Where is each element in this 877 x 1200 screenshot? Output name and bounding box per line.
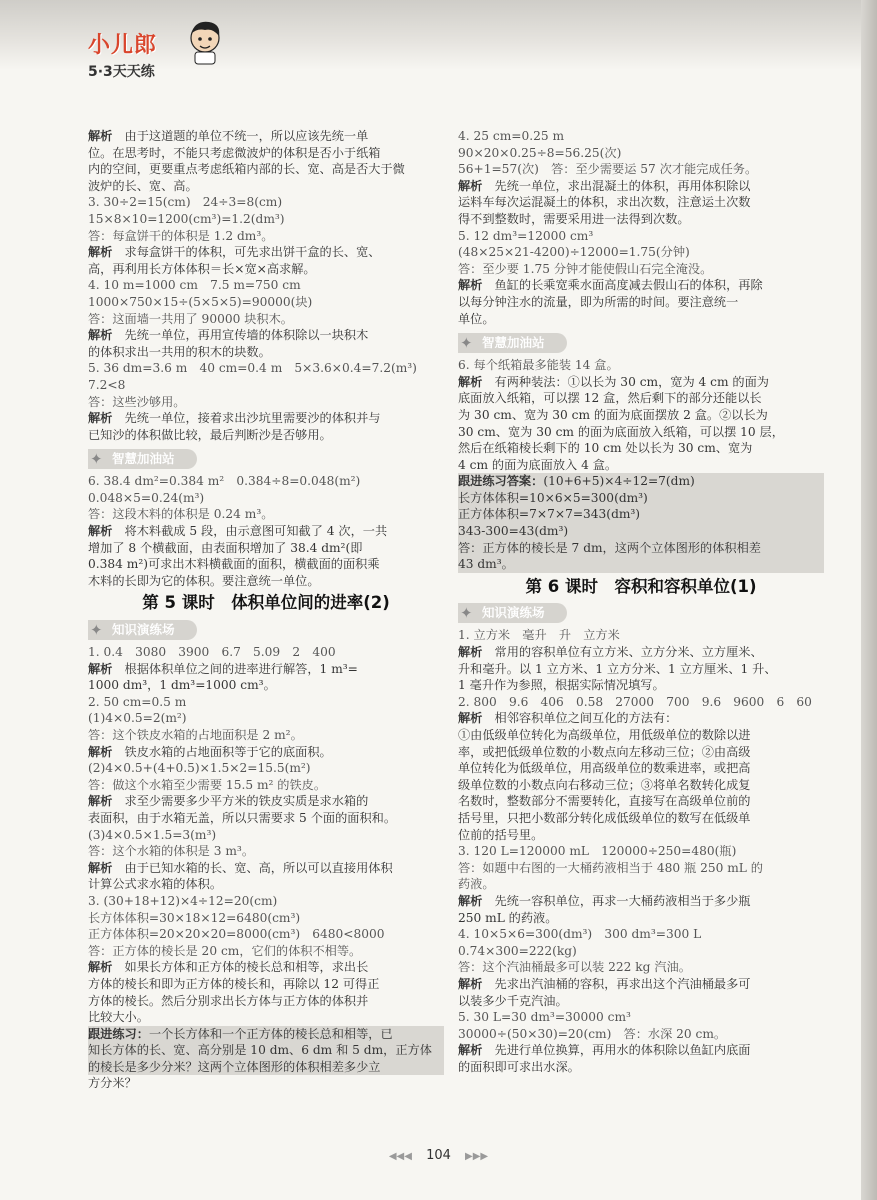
text-line: 然后在纸箱棱长剩下的 10 cm 处以长为 30 cm、宽为	[458, 441, 753, 456]
text-line: 5. 12 dm³=12000 cm³	[458, 228, 594, 243]
label-marker: 解析	[458, 645, 483, 660]
brand-series: 5·3天天练	[88, 64, 155, 80]
text-line: 的棱长是多少分米？这两个立体图形的体积相差多少立	[88, 1059, 444, 1076]
text-line: 0.048×5=0.24(m³)	[88, 490, 205, 505]
label-marker: 解析	[458, 976, 483, 991]
text-line: 答：这段木料的体积是 0.24 m³。	[88, 507, 274, 522]
label-marker: 跟进练习：	[88, 1026, 149, 1041]
text-line: 2. 800 9.6 406 0.58 27000 700 9.6 9600 6 60	[458, 694, 812, 709]
text-line: 波炉的长、宽、高。	[88, 178, 198, 193]
text-line: 解析 相邻容积单位之间互化的方法有：	[458, 711, 678, 726]
text-line: 单位转化为低级单位，用高级单位的数乘进率，或把高	[458, 761, 751, 776]
text-line: 答：如題中右图的一大桶药液相当于 480 瓶 250 mL 的	[458, 860, 763, 875]
section-banner	[458, 603, 567, 623]
text-line: 长方体体积=30×18×12=6480(cm³)	[88, 910, 301, 925]
prev-arrows-icon: ◀◀◀	[388, 1151, 412, 1162]
text-line: 解析 有两种装法：①以长为 30 cm，宽为 4 cm 的面为	[458, 374, 769, 389]
label-marker: 解析	[458, 711, 483, 726]
text-line: 解析 由于这道题的单位不统一，所以应该先统一单	[88, 129, 369, 143]
text-line: 的面积即可求出水深。	[458, 1059, 580, 1074]
label-marker: 解析	[88, 794, 113, 809]
star-icon: ✦	[460, 334, 473, 353]
section-banner	[88, 620, 197, 640]
label-marker: 解析	[88, 411, 113, 426]
text-line: 1. 立方米 毫升 升 立方米	[458, 628, 620, 643]
text-line: 增加了 8 个横截面，由表面积增加了 38.4 dm²(即	[88, 540, 363, 555]
section-banner-label: 知识演练场	[112, 622, 175, 638]
star-icon: ✦	[90, 450, 103, 469]
text-line: 长方体体积=10×6×5=300(dm³)	[458, 490, 824, 507]
text-line: 运料车每次运混凝土的体积，求出次数，注意运土次数	[458, 195, 751, 210]
label-marker: 解析	[88, 744, 113, 759]
text-line: 解析 鱼缸的长乘宽乘水面高度减去假山石的体积，再除	[458, 278, 763, 293]
star-icon: ✦	[460, 604, 473, 623]
text-line: 已知沙的体积做比较，最后判断沙是否够用。	[88, 427, 332, 442]
text-line: 知长方体的长、宽、高分别是 10 dm、6 dm 和 5 dm，正方体	[88, 1042, 444, 1059]
text-line: 名数时，整数部分不需要转化，直接写在高级单位前的	[458, 794, 751, 809]
text-line: 得不到整数时，需要采用进一法得到次数。	[458, 211, 690, 226]
text-line: (2)4×0.5+(4+0.5)×1.5×2=15.5(m²)	[88, 761, 311, 776]
section-banner-label: 智慧加油站	[112, 451, 175, 467]
section-banner	[88, 449, 197, 469]
text-line: 解析 如果长方体和正方体的棱长总和相等，求出长	[88, 960, 369, 975]
text-line: 1. 0.4 3080 3900 6.7 5.09 2 400	[88, 645, 336, 660]
text-line: 底面放入纸箱，可以摆 12 盒，然后剩下的部分还能以长	[458, 391, 762, 406]
page-edge	[861, 0, 877, 1200]
text-line: 木料的长即为它的体积。要注意统一单位。	[88, 573, 320, 588]
text-line: 括号里，只把小数部分转化成低级单位的数写在低级单	[458, 810, 751, 825]
text-line: 方分米？	[88, 1076, 137, 1091]
text-line: 30 cm、宽为 30 cm 的面为底面放入纸箱，可以摆 10 层，	[458, 424, 784, 439]
text-line: 单位。	[458, 311, 495, 326]
text-line: 以装多少千克汽油。	[458, 993, 568, 1008]
star-icon: ✦	[90, 621, 103, 640]
label-marker: 解析	[458, 893, 483, 908]
mascot-icon	[185, 18, 225, 66]
text-line: 1 毫升作为参照，根据实际情况填写。	[458, 678, 665, 693]
text-line: 答：这个铁皮水箱的占地面积是 2 m²。	[88, 728, 303, 742]
text-line: 答：每盒饼干的体积是 1.2 dm³。	[88, 228, 274, 243]
text-line: 位前的括号里。	[458, 827, 544, 842]
text-line: 6. 每个纸箱最多能装 14 盒。	[458, 358, 619, 373]
text-line: 4. 10×5×6=300(dm³) 300 dm³=300 L	[458, 927, 702, 942]
brand	[88, 28, 157, 81]
text-line: 解析 将木料截成 5 段，由示意图可知截了 4 次，一共	[88, 524, 388, 539]
label-marker: 解析	[88, 524, 113, 539]
text-line: 答：这个水箱的体积是 3 m³。	[88, 844, 255, 859]
text-line: 5. 36 dm=3.6 m 40 cm=0.4 m 5×3.6×0.4=7.2(m³)	[88, 361, 417, 376]
lesson-title: 第 6 课时 容积和容积单位(1)	[525, 576, 757, 596]
text-line: 解析 求每盒饼干的体积，可先求出饼干盒的长、宽、	[88, 245, 381, 260]
left-column	[88, 128, 444, 1092]
text-line: 5. 30 L=30 dm³=30000 cm³	[458, 1010, 631, 1025]
text-line: 答：至少要 1.75 分钟才能使假山石完全淹没。	[458, 261, 713, 276]
text-line: 答：这面墙一共用了 90000 块积木。	[88, 311, 293, 326]
next-arrows-icon: ▶▶▶	[465, 1151, 489, 1162]
text-line: 解析 铁皮水箱的占地面积等于它的底面积。	[88, 744, 332, 759]
text-line: 方体的棱长。然后分别求出长方体与正方体的体积并	[88, 993, 369, 1008]
text-line: 表面积，由于水箱无盖，所以只需要求 5 个面的面积和。	[88, 810, 397, 825]
text-line: 跟进练习：一个长方体和一个正方体的棱长总和相等，已	[88, 1026, 444, 1043]
label-marker: 解析	[458, 1043, 483, 1058]
text-line: 率，或把低级单位数的小数点向左移动三位；②由高级	[458, 744, 751, 759]
text-line: 升和毫升。以 1 立方米、1 立方分米、1 立方厘米、1 升、	[458, 661, 777, 676]
page-footer	[0, 1148, 877, 1163]
label-marker: 解析	[88, 328, 113, 343]
lesson-title: 第 5 课时 体积单位间的进率(2)	[142, 593, 390, 613]
text-line: 0.384 m²)可求出木料横截面的面积，横截面的面积乘	[88, 557, 380, 572]
text-line: 250 mL 的药液。	[458, 910, 558, 925]
text-line: 解析 常用的容积单位有立方米、立方分米、立方厘米、	[458, 645, 763, 660]
text-line: 3. 120 L=120000 mL 120000÷250=480(瓶)	[458, 844, 737, 859]
text-line: 正方体体积=20×20×20=8000(cm³) 6480<8000	[88, 927, 385, 942]
text-line: 解析 先进行单位换算，再用水的体积除以鱼缸内底面	[458, 1043, 751, 1058]
text-line: ①由低级单位转化为高级单位，用低级单位的数除以进	[458, 728, 751, 742]
text-line: 1000×750×15÷(5×5×5)=90000(块)	[88, 294, 313, 309]
text-line: 答：做这个水箱至少需要 15.5 m² 的铁皮。	[88, 777, 327, 792]
text-line: 答：这个汽油桶最多可以装 222 kg 汽油。	[458, 960, 691, 975]
text-line: 为 30 cm、宽为 30 cm 的面为底面摆放 2 盒。②以长为	[458, 407, 768, 422]
text-line: 答：这些沙够用。	[88, 394, 186, 409]
text-line: 方体的棱长和即为正方体的棱长和，再除以 12 可得正	[88, 976, 380, 991]
text-line: 答：正方体的棱长是 20 cm，它们的体积不相等。	[88, 943, 362, 958]
text-line: 4 cm 的面为底面放入 4 盒。	[458, 457, 618, 472]
text-line: 2. 50 cm=0.5 m	[88, 694, 187, 709]
text-line: 解析 求至少需要多少平方米的铁皮实质是求水箱的	[88, 794, 369, 809]
label-marker: 解析	[88, 960, 113, 975]
text-line: (48×25×21-4200)÷12000=1.75(分钟)	[458, 245, 690, 260]
section-banner-label: 智慧加油站	[482, 335, 545, 351]
label-marker: 解析	[88, 860, 113, 875]
text-line: 正方体体积=7×7×7=343(dm³)	[458, 506, 824, 523]
section-banner-label: 知识演练场	[482, 605, 545, 621]
text-line: 比较大小。	[88, 1010, 149, 1025]
text-line: 3. 30÷2=15(cm) 24÷3=8(cm)	[88, 195, 283, 210]
text-line: 4. 10 m=1000 cm 7.5 m=750 cm	[88, 278, 301, 293]
text-line: 90×20×0.25÷8=56.25(次)	[458, 145, 622, 160]
text-line: 解析 先求出汽油桶的容积，再求出这个汽油桶最多可	[458, 976, 751, 991]
text-line: 7.2<8	[88, 377, 126, 392]
text-line: 4. 25 cm=0.25 m	[458, 129, 565, 143]
text-line: 药液。	[458, 877, 495, 892]
text-line: 答：正方体的棱长是 7 dm，这两个立体图形的体积相差	[458, 540, 824, 557]
text-line: 内的空间，更要重点考虑纸箱内部的长、宽、高是否大于微	[88, 162, 405, 177]
text-line: 15×8×10=1200(cm³)=1.2(dm³)	[88, 211, 285, 226]
text-line: 解析 先统一单位，接着求出沙坑里需要沙的体积并与	[88, 411, 381, 426]
text-line: (3)4×0.5×1.5=3(m³)	[88, 827, 217, 842]
label-marker: 解析	[88, 245, 113, 260]
text-line: 343-300=43(dm³)	[458, 523, 824, 540]
label-marker: 解析	[458, 178, 483, 193]
text-line: 以每分钟注水的流量，即为所需的时间。要注意统一	[458, 294, 739, 309]
text-line: 计算公式求水箱的体积。	[88, 877, 223, 892]
text-line: 的体积求出一共用的积木的块数。	[88, 344, 271, 359]
text-line: 6. 38.4 dm²=0.384 m² 0.384÷8=0.048(m²)	[88, 474, 361, 489]
text-line: 30000÷(50×30)=20(cm) 答：水深 20 cm。	[458, 1026, 727, 1041]
page-number: 104	[426, 1148, 451, 1163]
brand-logo: 小儿郎	[88, 33, 158, 58]
text-line: 解析 先统一单位，再用宣传墙的体积除以一块积木	[88, 328, 369, 343]
text-line: 解析 先统一容积单位，再求一大桶药液相当于多少瓶	[458, 893, 751, 908]
label-marker: 解析	[88, 129, 113, 143]
text-line: 跟进练习答案：(10+6+5)×4÷12=7(dm)	[458, 473, 824, 490]
text-line: 位。在思考时，不能只考虑微波炉的体积是否小于纸箱	[88, 145, 381, 160]
right-column	[458, 128, 824, 1075]
label-marker: 解析	[458, 374, 483, 389]
text-line: 56+1=57(次) 答：至少需要运 57 次才能完成任务。	[458, 162, 758, 177]
text-line: 1000 dm³，1 dm³=1000 cm³。	[88, 678, 276, 693]
text-line: 解析 由于已知水箱的长、宽、高，所以可以直接用体积	[88, 860, 393, 875]
text-line: 级单位数的小数点向右移动三位；③将单名数转化成复	[458, 777, 751, 792]
text-line: (1)4×0.5=2(m²)	[88, 711, 187, 726]
text-line: 0.74×300=222(kg)	[458, 943, 577, 958]
text-line: 3. (30+18+12)×4÷12=20(cm)	[88, 893, 278, 908]
label-marker: 解析	[458, 278, 483, 293]
text-line: 解析 根据体积单位之间的进率进行解答，1 m³=	[88, 661, 358, 676]
label-marker: 解析	[88, 661, 113, 676]
section-banner	[458, 333, 567, 353]
text-line: 解析 先统一单位，求出混凝土的体积，再用体积除以	[458, 178, 751, 193]
text-line: 高，再利用长方体体积＝长×宽×高求解。	[88, 261, 316, 276]
text-line: 43 dm³。	[458, 556, 824, 573]
label-marker: 跟进练习答案：	[458, 474, 544, 489]
